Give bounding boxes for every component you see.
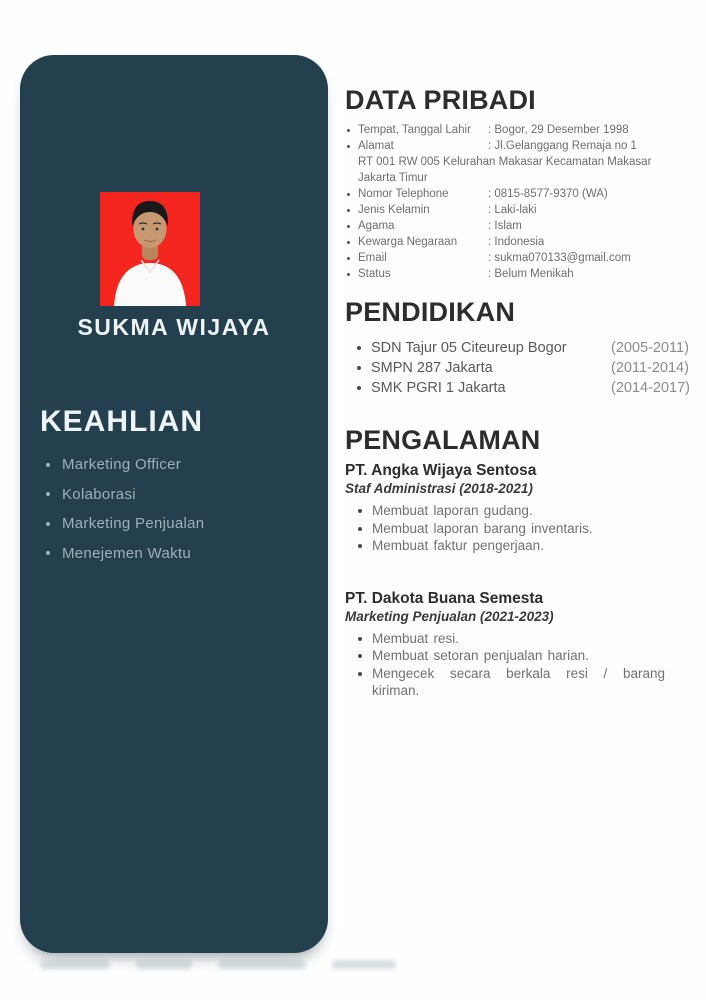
bullet-icon [357,366,361,370]
bullet-icon [358,637,362,641]
duty-item [345,520,665,538]
field-label: Status [358,268,391,280]
field-label: Nomor Telephone [358,188,449,200]
bleed-blob [332,960,396,969]
bullet-icon [347,193,350,196]
bleed-blob [218,960,306,969]
field-value: : Islam [488,220,522,232]
duties-list [345,502,665,555]
address-line-2: RT 001 RW 005 Kelurahan Makasar Kecamatan Makasar [358,156,652,168]
personal-data-row [345,250,693,266]
field-label: Agama [358,220,395,232]
skill-item [20,450,328,480]
education-item [345,338,693,358]
duty-item [345,647,665,665]
personal-data-row [345,218,693,234]
section-data-pribadi [345,84,693,282]
bullet-icon [347,225,350,228]
profile-photo-illustration [100,192,200,306]
field-label: Kewarga Negaraan [358,236,458,248]
bullet-icon [358,654,362,658]
bullet-icon [347,145,350,148]
personal-data-list [345,122,693,282]
bullet-icon [357,346,361,350]
section-pendidikan [345,296,693,398]
personal-data-row [345,234,693,250]
bullet-icon [347,209,350,212]
bullet-icon [358,509,362,513]
skill-item [20,539,328,569]
bleed-blob [136,960,192,969]
bullet-icon [46,551,50,555]
duty-item [345,665,665,700]
bleed-blob [40,960,110,969]
school-years: (2014-2017) [611,380,690,396]
field-value: : Laki-laki [488,204,537,216]
school-years: (2011-2014) [611,360,689,376]
skill-label: Kolaborasi [62,485,136,503]
person-name: SUKMA WIJAYA [77,314,271,340]
page-bleed-artifact [40,960,396,969]
field-value: : 0815-8577-9370 (WA) [488,188,608,200]
personal-data-row [345,202,693,218]
field-value: : Jl.Gelanggang Remaja no 1 [488,140,637,152]
job-entry [345,461,693,555]
duty-text: Mengecek secara berkala resi / barang kiriman. [372,665,665,698]
education-item [345,358,693,378]
field-value: : Indonesia [488,236,545,248]
bullet-icon [347,241,350,244]
personal-data-row [345,122,693,138]
duty-item [345,502,665,520]
job-role: Staf Administrasi (2018-2021) [345,481,533,496]
skills-list [20,450,328,568]
skill-label: Marketing Penjualan [62,515,205,533]
bullet-icon [358,544,362,548]
personal-data-row [345,266,693,282]
bullet-icon [357,386,361,390]
bullet-icon [46,463,50,467]
section-pengalaman [345,424,693,700]
job-role: Marketing Penjualan (2021-2023) [345,608,554,624]
personal-data-row [345,186,693,202]
profile-photo [100,192,200,306]
duty-text: Membuat laporan gudang. [372,503,533,518]
skill-item [20,509,328,539]
duty-text: Membuat resi. [372,630,460,646]
bullet-icon [46,522,50,526]
education-list [345,338,693,398]
field-value: : Belum Menikah [488,268,574,280]
school-name: SDN Tajur 05 Citeureup Bogor [371,340,567,356]
bullet-icon [347,257,350,260]
company-name: PT. Angka Wijaya Sentosa [345,462,537,479]
duty-text: Membuat faktur pengerjaan. [372,538,544,553]
bullet-icon [358,672,362,676]
personal-data-row [345,138,693,186]
skill-item [20,480,328,510]
section-heading-data-pribadi: DATA PRIBADI [345,85,536,115]
school-name: SMK PGRI 1 Jakarta [371,380,506,396]
school-years: (2005-2011) [611,340,689,356]
address-line-3: Jakarta Timur [358,172,428,184]
skills-heading: KEAHLIAN [40,405,203,438]
section-heading-pendidikan: PENDIDIKAN [345,297,516,327]
bullet-icon [347,129,350,132]
skill-label: Marketing Officer [62,456,182,474]
school-name: SMPN 287 Jakarta [371,360,493,376]
field-label: Alamat [358,140,394,152]
field-label: Tempat, Tanggal Lahir [358,124,471,136]
duty-item [345,630,665,648]
company-name: PT. Dakota Buana Semesta [345,589,544,607]
field-value: : Bogor, 29 Desember 1998 [488,124,629,136]
duty-text: Membuat laporan barang inventaris. [372,520,593,536]
education-item [345,378,693,398]
bullet-icon [358,527,362,531]
field-label: Jenis Kelamin [358,204,430,216]
job-entry [345,589,693,700]
sidebar [20,55,328,953]
bullet-icon [46,492,50,496]
duty-text: Membuat setoran penjualan harian. [372,648,589,663]
duties-list [345,630,665,700]
section-heading-pengalaman: PENGALAMAN [345,425,541,455]
field-label: Email [358,252,387,264]
duty-item [345,537,665,555]
skill-label: Menejemen Waktu [62,544,191,562]
field-value: : sukma070133@gmail.com [488,252,631,264]
bullet-icon [347,273,350,276]
